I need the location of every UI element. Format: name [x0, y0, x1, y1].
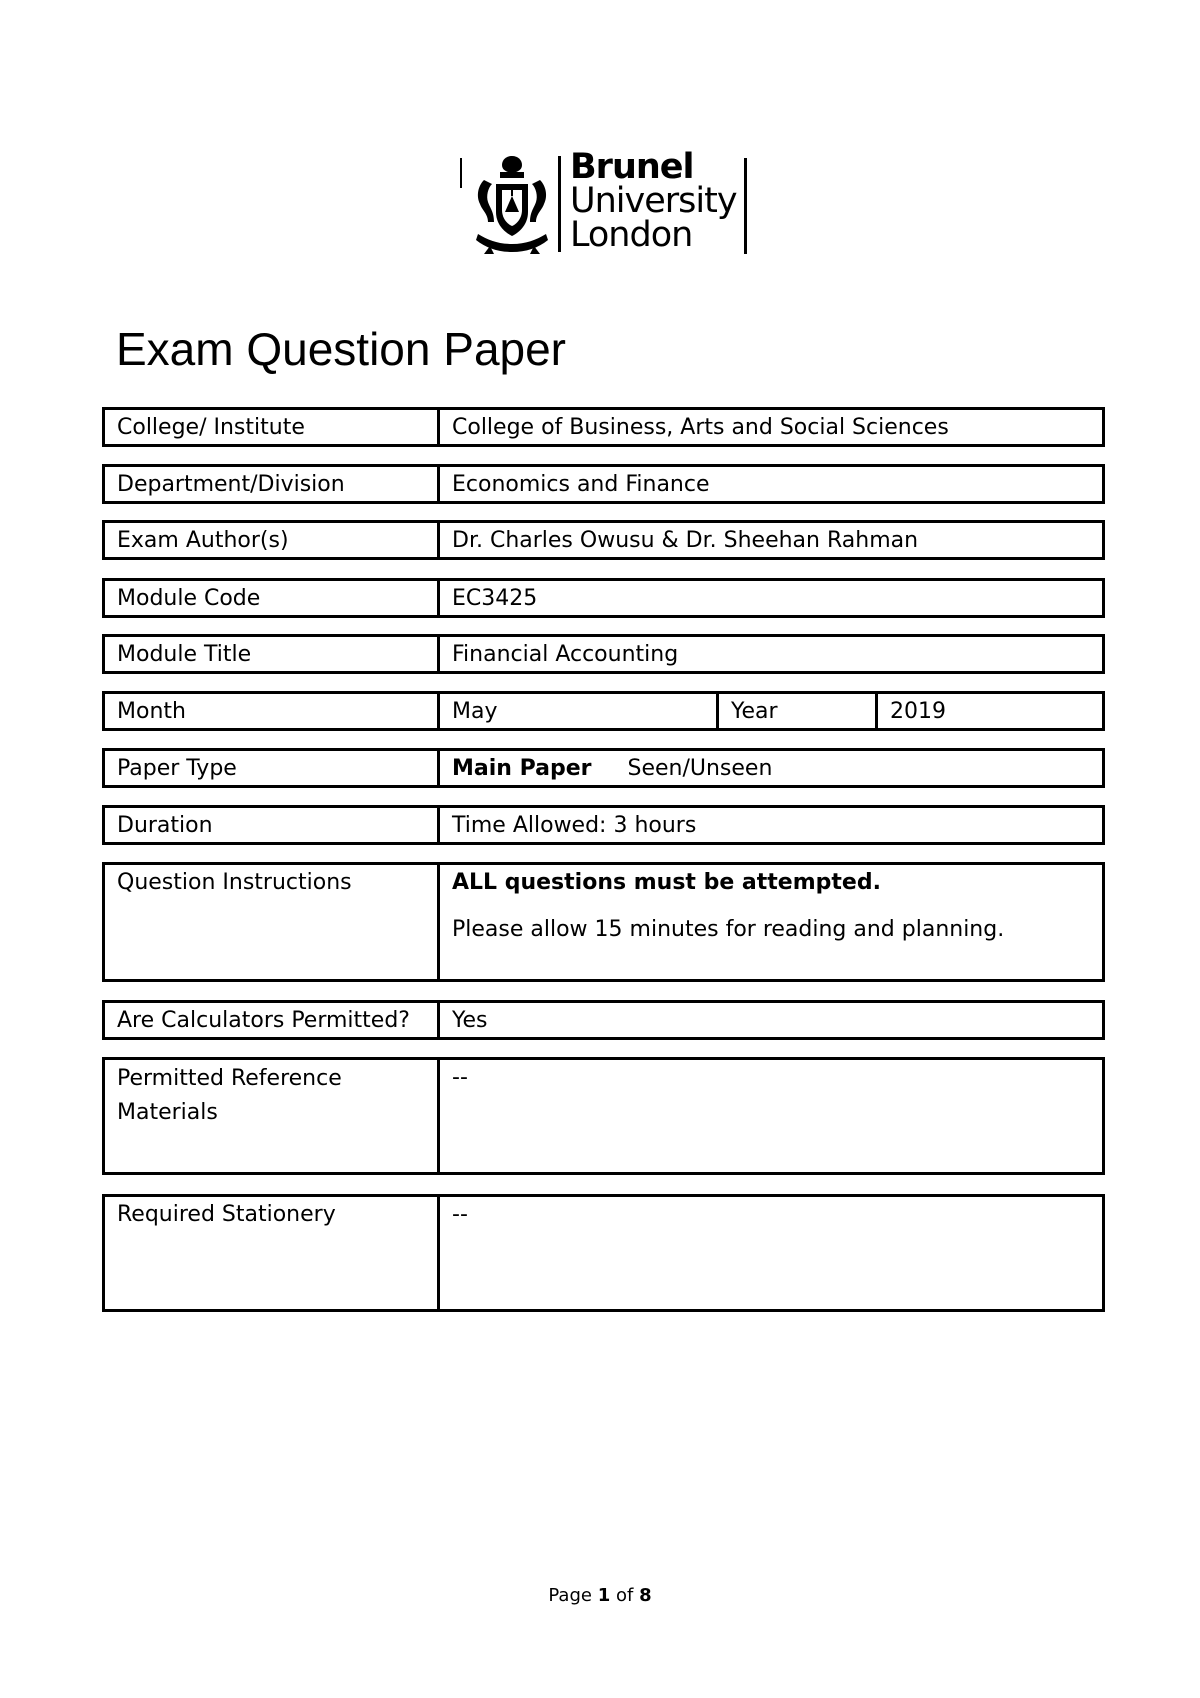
month-value: May — [440, 694, 719, 728]
module-title-value: Financial Accounting — [452, 642, 679, 667]
college-value: College of Business, Arts and Social Sciences — [452, 415, 949, 440]
footer-page-total: 8 — [639, 1585, 652, 1606]
logo-line-london: London — [570, 215, 693, 255]
paper-type-seen: Seen/Unseen — [627, 756, 773, 781]
stationery-value: -- — [452, 1202, 468, 1227]
logo-divider — [558, 156, 561, 252]
authors-label: Exam Author(s) — [105, 523, 440, 557]
row-duration — [102, 805, 1105, 845]
reference-value: -- — [452, 1065, 468, 1090]
row-instructions — [102, 862, 1105, 982]
calculators-value: Yes — [452, 1008, 488, 1033]
instructions-label: Question Instructions — [105, 865, 440, 979]
row-department — [102, 464, 1105, 504]
footer-page-number: 1 — [597, 1585, 611, 1606]
instructions-value — [440, 865, 1102, 979]
module-code-value: EC3425 — [452, 586, 538, 611]
duration-label: Duration — [105, 808, 440, 842]
row-reference-materials — [102, 1057, 1105, 1175]
footer-of: of — [615, 1585, 634, 1606]
brunel-logo — [460, 147, 760, 260]
year-label: Year — [719, 694, 878, 728]
row-module-code — [102, 578, 1105, 618]
reference-label: Permitted Reference Materials — [105, 1060, 440, 1172]
paper-type-value — [440, 751, 1102, 785]
row-module-title — [102, 634, 1105, 674]
row-paper-type — [102, 748, 1105, 788]
logo-rule — [460, 158, 462, 188]
module-code-label: Module Code — [105, 581, 440, 615]
logo-line-university: University — [570, 181, 737, 221]
logo-wordmark — [570, 147, 737, 255]
page-footer — [0, 1585, 1200, 1606]
department-value: Economics and Finance — [452, 472, 710, 497]
duration-value: Time Allowed: 3 hours — [452, 813, 697, 838]
footer-prefix: Page — [548, 1585, 592, 1606]
crest-icon — [470, 150, 554, 258]
college-label: College/ Institute — [105, 410, 440, 444]
authors-value: Dr. Charles Owusu & Dr. Sheehan Rahman — [452, 528, 919, 553]
instructions-line1: ALL questions must be attempted. — [452, 870, 881, 895]
logo-line-brunel: Brunel — [570, 147, 694, 187]
row-college — [102, 407, 1105, 447]
department-label: Department/Division — [105, 467, 440, 501]
year-value: 2019 — [890, 699, 946, 724]
row-stationery — [102, 1194, 1105, 1312]
stationery-label: Required Stationery — [105, 1197, 440, 1309]
row-authors — [102, 520, 1105, 560]
module-title-label: Module Title — [105, 637, 440, 671]
row-month-year — [102, 691, 1105, 731]
instructions-line2: Please allow 15 minutes for reading and planning. — [452, 917, 1005, 942]
row-calculators — [102, 1000, 1105, 1040]
paper-type-main: Main Paper — [452, 756, 592, 781]
logo-rule-right — [744, 158, 747, 254]
calculators-label: Are Calculators Permitted? — [105, 1003, 440, 1037]
page-title: Exam Question Paper — [116, 323, 567, 375]
paper-type-label: Paper Type — [105, 751, 440, 785]
month-label: Month — [105, 694, 440, 728]
